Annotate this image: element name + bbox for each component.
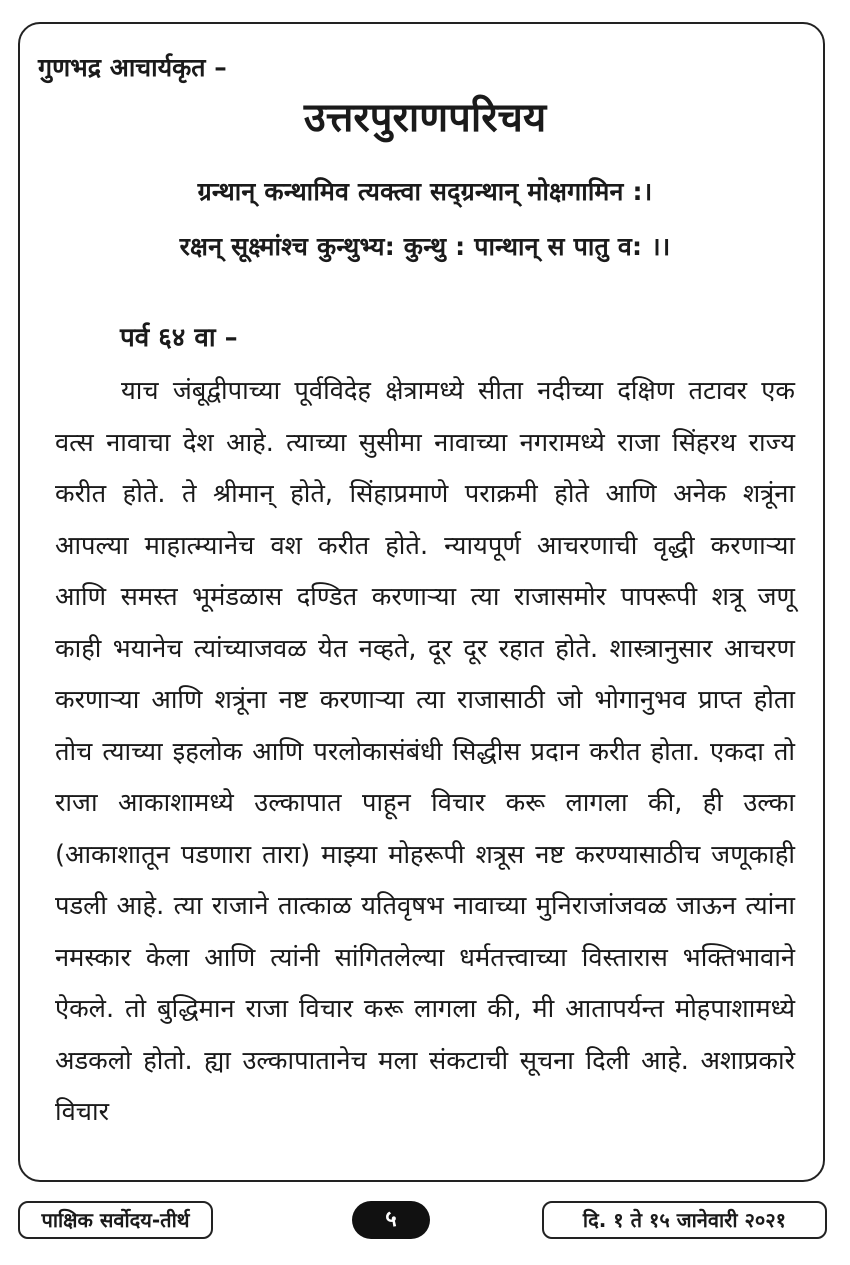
publication-name: पाक्षिक सर्वोदय-तीर्थ [18,1201,213,1239]
body-paragraph: याच जंबूद्वीपाच्या पूर्वविदेह क्षेत्रामध्ये सीता नदीच्या दक्षिण तटावर एक वत्स नावाचा देश आहे. त्याच्या सुसीमा नावाच्या नगरामध्ये राजा सिंहरथ राज्य करीत होते. ते श्रीमान् होते, सिंहाप्रमाणे पराक्रमी होते आणि अनेक शत्रूंना आपल्या माहात्म्यानेच वश करीत होते. न्यायपूर्ण आचरणाची वृद्धी करणाऱ्या आणि समस्त भूमंडळास दण्डित करणाऱ्या त्या राजासमोर पापरूपी शत्रू जणू काही भयानेच त्यांच्याजवळ येत नव्हते, दूर दूर रहात होते. शास्त्रानुसार आचरण करणाऱ्या आणि शत्रूंना नष्ट करणाऱ्या त्या राजासाठी जो भोगानुभव प्राप्त होता तोच त्याच्या इहलोक आणि परलोकासंबंधी सिद्धीस प्रदान करीत होता. एकदा तो राजा आकाशामध्ये उल्कापात पाहून विचार करू लागला की, ही उल्का (आकाशातून पडणारा तारा) माझ्या मोहरूपी शत्रूस नष्ट करण्यासाठीच जणूकाही पडली आहे. त्या राजाने तात्काळ यतिवृषभ नावाच्या मुनिराजांजवळ जाऊन त्यांना नमस्कार केला आणि त्यांनी सांगितलेल्या धर्मतत्त्वाच्या विस्तारास भक्तिभावाने ऐकले. तो बुद्धिमान राजा विचार करू लागला की, मी आतापर्यन्त मोहपाशामध्ये अडकलो होतो. ह्या उल्कापातानेच मला संकटाची सूचना दिली आहे. अशाप्रकारे विचार [55,376,795,1127]
page-title: उत्तरपुराणपरिचय [303,95,547,141]
invocation-verse-line-1: ग्रन्थान् कन्थामिव त्यक्त्वा सद्ग्रन्थान् मोक्षगामिन :। [197,177,653,206]
page-number-badge: ५ [352,1201,430,1239]
author-line: गुणभद्र आचार्यकृत – [38,53,227,82]
invocation-verse-line-2: रक्षन् सूक्ष्मांश्च कुन्थुभ्य: कुन्थु : पान्थान् स पातु व: ।। [179,232,671,261]
section-heading: पर्व ६४ वा – [120,323,238,353]
issue-date: दि. १ ते १५ जानेवारी २०२१ [542,1201,827,1239]
